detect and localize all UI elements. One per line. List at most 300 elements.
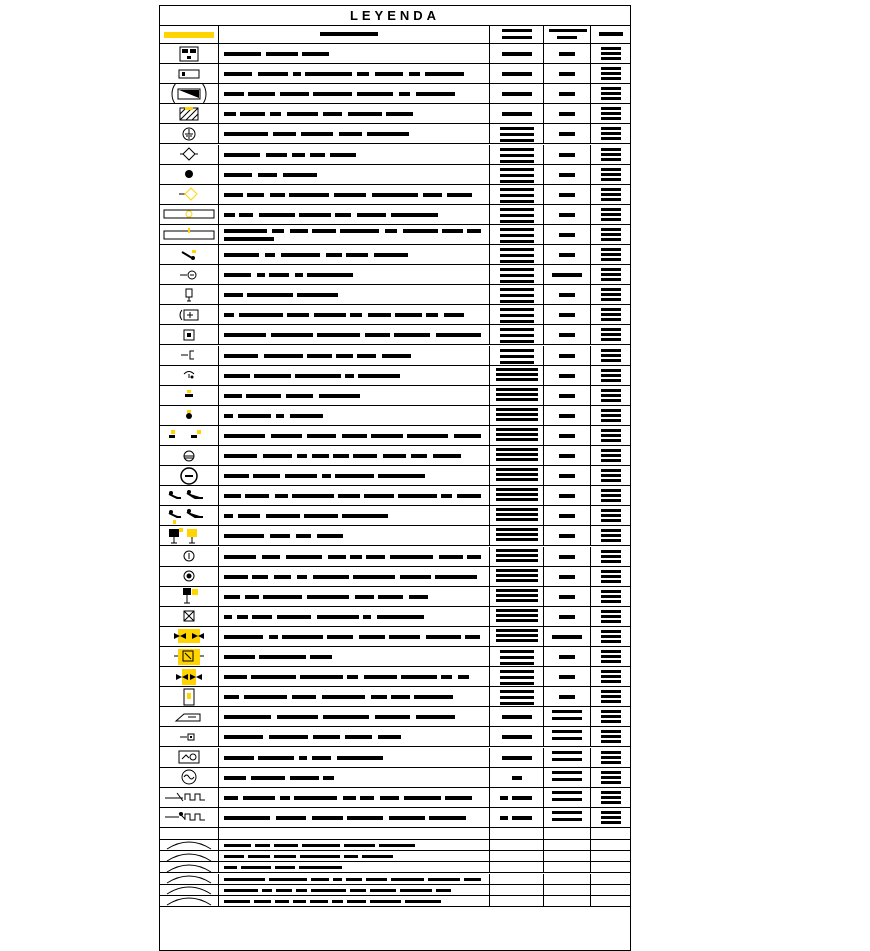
- legend-row: [160, 145, 630, 165]
- redacted-text: [601, 429, 621, 432]
- column-b-cell: [544, 647, 591, 666]
- redacted-text: [467, 229, 481, 233]
- column-b-cell: [544, 44, 591, 63]
- redacted-text: [601, 650, 621, 653]
- redacted-text: [500, 328, 534, 331]
- legend-row: [160, 885, 630, 896]
- redacted-text: [559, 454, 575, 458]
- description-cell: [219, 346, 490, 365]
- column-c-cell: [591, 84, 630, 103]
- redacted-text: [601, 173, 621, 176]
- column-c-cell: [591, 768, 630, 787]
- redacted-text: [276, 414, 284, 418]
- redacted-text: [370, 889, 396, 892]
- column-c-cell: [591, 165, 630, 184]
- redacted-text: [224, 494, 241, 498]
- legend-row: [160, 788, 630, 808]
- redacted-text: [409, 595, 428, 599]
- redacted-text: [259, 655, 306, 659]
- redacted-text: [500, 168, 534, 171]
- column-b-cell: [544, 366, 591, 385]
- redacted-text: [335, 474, 374, 478]
- redacted-text: [601, 761, 621, 764]
- redacted-text: [311, 878, 329, 881]
- redacted-text: [269, 735, 308, 739]
- redacted-text: [467, 555, 481, 559]
- redacted-text: [346, 253, 368, 257]
- redacted-text: [281, 253, 320, 257]
- small-circle-icon: [160, 406, 219, 425]
- redacted-text: [322, 474, 331, 478]
- redacted-text: [313, 92, 352, 96]
- redacted-text: [400, 889, 432, 892]
- redacted-text: [224, 193, 243, 197]
- legend-row: [160, 687, 630, 707]
- redacted-text: [386, 112, 413, 116]
- redacted-text: [330, 153, 356, 157]
- redacted-text: [496, 609, 538, 612]
- redacted-text: [276, 889, 292, 892]
- redacted-text: [496, 498, 538, 501]
- redacted-text: [252, 615, 272, 619]
- redacted-text: [368, 313, 391, 317]
- redacted-text: [559, 514, 575, 518]
- redacted-text: [500, 320, 534, 323]
- redacted-text: [292, 153, 305, 157]
- column-c-cell: [591, 687, 630, 706]
- column-b-cell: [544, 862, 591, 872]
- redacted-text: [500, 260, 534, 263]
- redacted-text: [464, 878, 481, 881]
- redacted-text: [297, 454, 307, 458]
- long-rect-icon: [160, 205, 219, 224]
- redacted-text: [292, 494, 334, 498]
- redacted-text: [500, 240, 534, 243]
- redacted-text: [496, 629, 538, 632]
- redacted-text: [601, 539, 621, 542]
- redacted-text: [350, 889, 366, 892]
- redacted-text: [224, 474, 249, 478]
- description-cell: [219, 265, 490, 284]
- valve-2-icon: [160, 647, 219, 666]
- redacted-text: [353, 454, 377, 458]
- redacted-text: [500, 334, 534, 337]
- redacted-text: [283, 173, 317, 177]
- line-wave-icon: [160, 788, 219, 807]
- column-a-cell: [490, 446, 544, 465]
- legend-row: [160, 587, 630, 607]
- pipe-tag-icon: [160, 305, 219, 324]
- legend-row: [160, 44, 630, 64]
- legend-row: [160, 768, 630, 788]
- redacted-text: [496, 508, 538, 511]
- redacted-text: [342, 434, 367, 438]
- redacted-text: [357, 354, 376, 358]
- column-b-cell: [544, 707, 591, 726]
- description-cell: [219, 446, 490, 465]
- redacted-text: [224, 414, 233, 418]
- column-a-cell: [490, 526, 544, 545]
- column-c-cell: [591, 526, 630, 545]
- redacted-text: [332, 900, 343, 903]
- description-cell: [219, 687, 490, 706]
- description-cell: [219, 874, 490, 884]
- legend-row: [160, 896, 630, 907]
- redacted-text: [244, 695, 287, 699]
- redacted-text: [224, 229, 267, 233]
- redacted-text: [317, 615, 359, 619]
- redacted-text: [258, 72, 288, 76]
- legend-row: [160, 446, 630, 466]
- redacted-text: [601, 509, 621, 512]
- redacted-text: [224, 595, 240, 599]
- redacted-text: [224, 273, 251, 277]
- redacted-text: [271, 434, 302, 438]
- redacted-text: [559, 253, 575, 257]
- redacted-text: [601, 359, 621, 362]
- redacted-text: [353, 575, 395, 579]
- column-b-cell: [544, 205, 591, 224]
- hatched-box-icon: [160, 104, 219, 123]
- redacted-text: [559, 313, 575, 317]
- redacted-text: [502, 52, 532, 56]
- redacted-text: [512, 816, 532, 820]
- legend-row: [160, 647, 630, 667]
- column-c-cell: [591, 305, 630, 324]
- ground-icon: [160, 124, 219, 143]
- column-b-cell: [544, 788, 591, 807]
- column-c-cell: [591, 346, 630, 365]
- column-c-cell: [591, 124, 630, 143]
- redacted-text: [601, 570, 621, 573]
- column-a-cell: [490, 587, 544, 606]
- redacted-text: [239, 313, 283, 317]
- redacted-text: [326, 253, 342, 257]
- legend-row: [160, 547, 630, 567]
- redacted-text: [224, 756, 254, 760]
- column-a-cell: [490, 26, 544, 43]
- arrow-circle-icon: [160, 265, 219, 284]
- column-c-cell: [591, 808, 630, 827]
- column-a-cell: [490, 245, 544, 264]
- redacted-text: [307, 595, 349, 599]
- legend-row: [160, 627, 630, 647]
- redacted-text: [248, 855, 270, 858]
- arc-icon: [160, 840, 219, 850]
- redacted-text: [344, 855, 358, 858]
- redacted-text: [500, 702, 534, 705]
- redacted-text: [282, 635, 323, 639]
- redacted-text: [601, 771, 621, 774]
- redacted-text: [416, 715, 455, 719]
- redacted-text: [500, 288, 534, 291]
- redacted-text: [496, 408, 538, 411]
- redacted-text: [317, 534, 343, 538]
- redacted-text: [601, 680, 621, 683]
- long-rect-split-icon: [160, 225, 219, 244]
- column-a-cell: [490, 874, 544, 884]
- column-a-cell: [490, 707, 544, 726]
- redacted-text: [601, 735, 621, 738]
- legend-row: [160, 808, 630, 828]
- redacted-text: [601, 459, 621, 462]
- redacted-text: [273, 132, 296, 136]
- redacted-text: [601, 489, 621, 492]
- redacted-text: [500, 355, 534, 358]
- column-b-cell: [544, 245, 591, 264]
- redacted-text: [240, 112, 265, 116]
- column-c-cell: [591, 607, 630, 626]
- redacted-text: [269, 635, 278, 639]
- redacted-text: [559, 534, 575, 538]
- redacted-text: [601, 87, 621, 90]
- redacted-text: [601, 112, 621, 115]
- redacted-text: [344, 844, 375, 847]
- redacted-text: [500, 662, 534, 665]
- redacted-text: [601, 610, 621, 613]
- description-cell: [219, 205, 490, 224]
- redacted-text: [224, 534, 264, 538]
- column-a-cell: [490, 406, 544, 425]
- arc-icon: [160, 862, 219, 872]
- redacted-text: [348, 112, 382, 116]
- redacted-text: [601, 595, 621, 598]
- redacted-text: [601, 821, 621, 824]
- redacted-text: [411, 454, 427, 458]
- cabinet-icon: [160, 687, 219, 706]
- redacted-text: [274, 844, 298, 847]
- redacted-text: [252, 575, 268, 579]
- column-a-cell: [490, 567, 544, 586]
- legend-row: [160, 165, 630, 185]
- redacted-text: [552, 818, 582, 821]
- description-cell: [219, 896, 490, 906]
- redacted-text: [333, 878, 342, 881]
- redacted-text: [601, 52, 621, 55]
- redacted-text: [601, 369, 621, 372]
- redacted-text: [266, 153, 287, 157]
- redacted-text: [280, 796, 290, 800]
- redacted-text: [502, 715, 532, 719]
- redacted-text: [601, 253, 621, 256]
- column-a-cell: [490, 486, 544, 505]
- redacted-text: [327, 635, 353, 639]
- column-a-cell: [490, 828, 544, 839]
- description-cell: [219, 851, 490, 861]
- redacted-text: [312, 229, 336, 233]
- info-circle-icon: [160, 547, 219, 566]
- redacted-text: [500, 220, 534, 223]
- redacted-text: [496, 428, 538, 431]
- column-a-cell: [490, 862, 544, 872]
- redacted-text: [496, 453, 538, 456]
- redacted-text: [601, 218, 621, 221]
- redacted-text: [496, 619, 538, 622]
- redacted-text: [496, 614, 538, 617]
- redacted-text: [601, 233, 621, 236]
- column-b-cell: [544, 285, 591, 304]
- redacted-text: [224, 615, 232, 619]
- redacted-text: [601, 439, 621, 442]
- symbol-cell: [160, 828, 219, 839]
- circle-dash-icon: [160, 466, 219, 485]
- column-c-cell: [591, 874, 630, 884]
- column-c-cell: [591, 185, 630, 204]
- column-c-cell: [591, 486, 630, 505]
- redacted-text: [224, 213, 235, 217]
- description-cell: [219, 44, 490, 63]
- redacted-text: [313, 575, 349, 579]
- legend-row: [160, 265, 630, 285]
- redacted-text: [224, 72, 252, 76]
- legend-row: [160, 305, 630, 325]
- redacted-text: [496, 599, 538, 602]
- column-c-cell: [591, 386, 630, 405]
- description-cell: [219, 885, 490, 895]
- diamond-icon: [160, 145, 219, 164]
- description-cell: [219, 788, 490, 807]
- redacted-text: [295, 374, 341, 378]
- crossed-circle-icon: [160, 446, 219, 465]
- column-c-cell: [591, 587, 630, 606]
- redacted-text: [270, 193, 285, 197]
- redacted-text: [275, 900, 289, 903]
- description-cell: [219, 828, 490, 839]
- legend-row: [160, 225, 630, 245]
- redacted-text: [414, 695, 453, 699]
- redacted-text: [224, 900, 250, 903]
- redacted-text: [224, 92, 244, 96]
- redacted-text: [601, 600, 621, 603]
- redacted-text: [385, 229, 397, 233]
- redacted-text: [398, 494, 437, 498]
- redacted-text: [559, 414, 575, 418]
- redacted-text: [399, 92, 410, 96]
- redacted-text: [342, 514, 388, 518]
- redacted-text: [290, 414, 323, 418]
- legend-row: [160, 506, 630, 526]
- redacted-text: [552, 273, 582, 277]
- redacted-text: [314, 313, 346, 317]
- redacted-text: [457, 494, 481, 498]
- redacted-text: [496, 569, 538, 572]
- redacted-text: [601, 208, 621, 211]
- redacted-text: [224, 333, 266, 337]
- redacted-text: [359, 635, 385, 639]
- redacted-text: [502, 92, 532, 96]
- redacted-text: [299, 213, 331, 217]
- redacted-text: [389, 816, 425, 820]
- redacted-text: [601, 389, 621, 392]
- redacted-text: [289, 193, 329, 197]
- redacted-text: [394, 333, 430, 337]
- redacted-text: [500, 361, 534, 364]
- column-c-cell: [591, 145, 630, 164]
- redacted-text: [552, 751, 582, 754]
- redacted-text: [404, 796, 441, 800]
- redacted-text: [601, 640, 621, 643]
- redacted-text: [378, 735, 401, 739]
- redacted-text: [224, 878, 265, 881]
- legend-row: [160, 366, 630, 386]
- redacted-text: [304, 514, 338, 518]
- redacted-text: [339, 132, 362, 136]
- legend-title-row: [160, 6, 630, 26]
- column-c-cell: [591, 828, 630, 839]
- redacted-text: [266, 514, 300, 518]
- column-a-cell: [490, 84, 544, 103]
- redacted-text: [601, 700, 621, 703]
- column-c-cell: [591, 245, 630, 264]
- redacted-text: [500, 127, 534, 130]
- redacted-text: [224, 132, 268, 136]
- redacted-text: [496, 528, 538, 531]
- redacted-text: [336, 354, 353, 358]
- legend-row: [160, 486, 630, 506]
- redacted-text: [391, 878, 424, 881]
- redacted-text: [357, 92, 393, 96]
- redacted-text: [375, 715, 410, 719]
- redacted-text: [295, 273, 303, 277]
- column-c-cell: [591, 647, 630, 666]
- redacted-text: [601, 313, 621, 316]
- column-c-cell: [591, 748, 630, 767]
- redacted-text: [601, 635, 621, 638]
- redacted-text: [601, 560, 621, 563]
- redacted-text: [601, 213, 621, 216]
- redacted-text: [371, 434, 403, 438]
- redacted-text: [224, 635, 263, 639]
- legend-row: [160, 607, 630, 627]
- column-c-cell: [591, 26, 630, 43]
- redacted-text: [500, 274, 534, 277]
- redacted-text: [601, 575, 621, 578]
- redacted-text: [500, 160, 534, 163]
- description-cell: [219, 285, 490, 304]
- redacted-text: [323, 112, 342, 116]
- column-a-cell: [490, 104, 544, 123]
- redacted-text: [224, 394, 242, 398]
- redacted-text: [374, 253, 408, 257]
- column-c-cell: [591, 567, 630, 586]
- column-a-cell: [490, 426, 544, 445]
- redacted-text: [458, 675, 469, 679]
- redacted-text: [601, 519, 621, 522]
- description-cell: [219, 727, 490, 746]
- redacted-text: [224, 695, 239, 699]
- panel-icon: [160, 44, 219, 63]
- redacted-text: [335, 213, 351, 217]
- column-a-cell: [490, 896, 544, 906]
- description-cell: [219, 165, 490, 184]
- description-cell: [219, 607, 490, 626]
- description-cell: [219, 547, 490, 566]
- redacted-text: [502, 29, 532, 32]
- redacted-text: [559, 153, 575, 157]
- redacted-text: [224, 354, 258, 358]
- redacted-text: [601, 77, 621, 80]
- column-a-cell: [490, 607, 544, 626]
- redacted-text: [559, 293, 575, 297]
- redacted-text: [496, 538, 538, 541]
- redacted-text: [305, 72, 352, 76]
- redacted-text: [276, 816, 306, 820]
- redacted-text: [496, 468, 538, 471]
- column-c-cell: [591, 896, 630, 906]
- redacted-text: [322, 695, 365, 699]
- redacted-text: [224, 293, 243, 297]
- redacted-text: [559, 555, 575, 559]
